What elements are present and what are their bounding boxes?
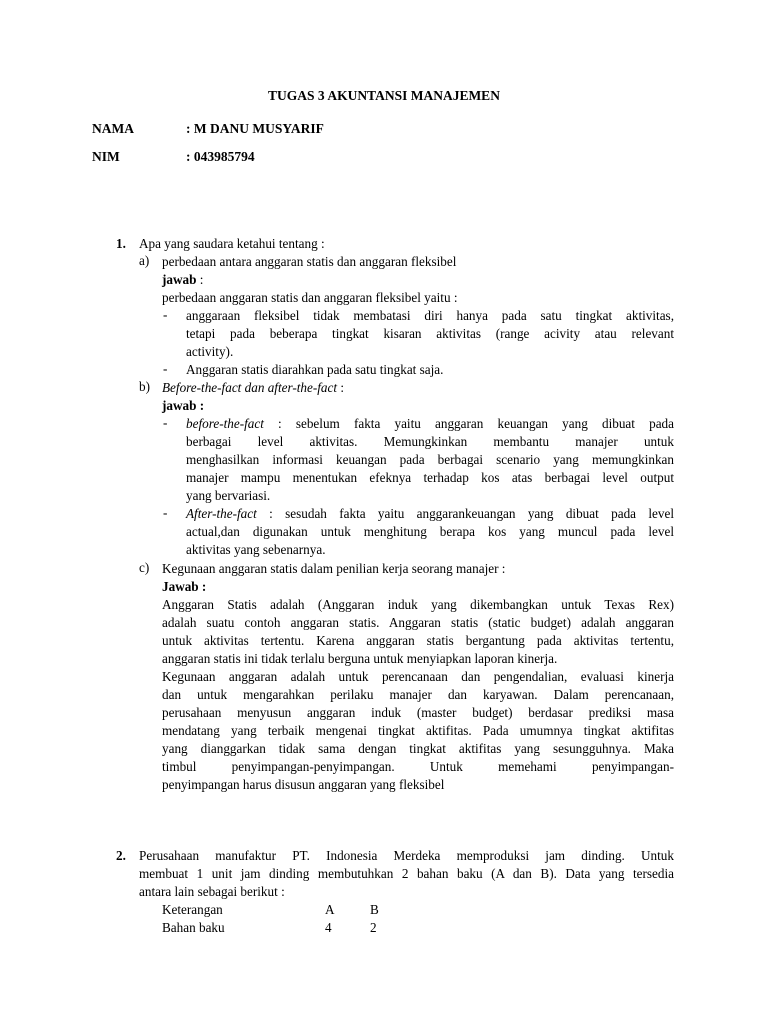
item-b-title-suffix: : — [337, 380, 344, 395]
item-b-title-text: Before-the-fact dan after-the-fact — [162, 380, 338, 395]
item-a-title: perbedaan antara anggaran statis dan anggaran fleksibel — [162, 254, 457, 269]
item-b-bullet-1-line-2: berbagai level aktivitas. Memungkinkan membantu manajer untuk — [186, 434, 674, 449]
item-a-bullet-1-line-2: tetapi pada beberapa tingkat kisaran aktivitas (range acivity atau relevant — [186, 326, 674, 341]
table-header-b: B — [370, 902, 379, 917]
item-c-jawab: Jawab : — [162, 579, 207, 594]
table-cell: 2 — [370, 920, 377, 935]
question-2-line-3: antara lain sebagai berikut : — [139, 884, 285, 899]
item-b-bullet-1-line-4: manajer mampu menentukan efeknya terhadap kos atas berbagai level output — [186, 470, 674, 485]
question-2-number: 2. — [116, 848, 126, 863]
question-2-line-2: membuat 1 unit jam dinding membutuhkan 2 bahan baku (A dan B). Data yang tersedia — [139, 866, 674, 881]
item-c-p1-line-3: untuk aktivitas tertentu. Karena anggaran statis bergantung pada aktivitas tertentu, — [162, 633, 674, 648]
item-a-bullet-1-line-1: anggaraan fleksibel tidak membatasi diri hanya pada satu tingkat aktivitas, — [186, 308, 674, 323]
table-cell: 4 — [325, 920, 332, 935]
question-1-number: 1. — [116, 236, 126, 251]
item-b-marker: b) — [139, 379, 150, 394]
item-c-p2-line-6: timbul penyimpangan-penyimpangan. Untuk memehami penyimpangan- — [162, 759, 674, 774]
question-1-text: Apa yang saudara ketahui tentang : — [139, 236, 325, 251]
bullet-dash: - — [163, 361, 168, 376]
after-the-fact-term: After-the-fact — [186, 506, 257, 521]
item-a-jawab — [162, 271, 203, 289]
table-header-a: A — [325, 902, 335, 917]
item-b-bullet-2-text: : sesudah fakta yaitu anggarankeuangan yang dibuat pada level — [256, 506, 674, 521]
item-c-p1-line-2: adalah suatu contoh anggaran statis. Anggaran statis (static budget) adalah anggaran — [162, 615, 674, 630]
table-cell: Bahan baku — [162, 920, 225, 935]
nim-value: : 043985794 — [186, 149, 255, 164]
item-a-bullet-2: Anggaran statis diarahkan pada satu tingkat saja. — [186, 362, 444, 377]
item-b-bullet-2-line-1 — [186, 505, 674, 523]
nama-value: : M DANU MUSYARIF — [186, 121, 324, 136]
table-header-keterangan: Keterangan — [162, 902, 223, 917]
item-b-jawab: jawab : — [162, 398, 205, 413]
item-c-p1-line-1: Anggaran Statis adalah (Anggaran induk yang dikembangkan untuk Texas Rex) — [162, 597, 674, 612]
nim-label: NIM — [92, 149, 120, 164]
item-c-p2-line-2: dan untuk mengarahkan perilaku manajer dan karyawan. Dalam perencanaan, — [162, 687, 674, 702]
item-a-marker: a) — [139, 253, 150, 268]
item-b-bullet-1-text: : sebelum fakta yaitu anggaran keuangan yang dibuat pada — [263, 416, 674, 431]
question-2-line-1: Perusahaan manufaktur PT. Indonesia Merdeka memproduksi jam dinding. Untuk — [139, 848, 674, 863]
item-c-p2-line-5: yang dianggarkan tidak sama dengan tingkat aktifitas yang sesungguhnya. Maka — [162, 741, 674, 756]
item-c-p1-line-4: anggaran statis ini tidak terlalu berguna untuk menyiapkan laporan kinerja. — [162, 651, 558, 666]
item-b-bullet-1-line-1 — [186, 415, 674, 433]
item-c-title: Kegunaan anggaran statis dalam penilian kerja seorang manajer : — [162, 561, 506, 576]
document-title: TUGAS 3 AKUNTANSI MANAJEMEN — [268, 88, 500, 103]
bullet-dash: - — [163, 505, 168, 520]
item-b-bullet-1-line-3: menghasilkan informasi keuangan pada berbagai scenario yang memungkinkan — [186, 452, 674, 467]
bullet-dash: - — [163, 307, 168, 322]
item-c-p2-line-7: penyimpangan harus disusun anggaran yang fleksibel — [162, 777, 445, 792]
item-c-p2-line-4: mendatang yang terbaik mengenai tingkat aktifitas. Pada umumnya tingkat aktifitas — [162, 723, 674, 738]
item-b-bullet-1-line-5: yang bervariasi. — [186, 488, 271, 503]
bullet-dash: - — [163, 415, 168, 430]
jawab-colon: : — [196, 272, 204, 287]
jawab-label: jawab — [162, 272, 197, 287]
item-c-p2-line-1: Kegunaan anggaran adalah untuk perencanaan dan pengendalian, evaluasi kinerja — [162, 669, 674, 684]
item-b-bullet-2-line-3: aktivitas yang sebenarnya. — [186, 542, 326, 557]
item-c-p2-line-3: perusahaan menyusun anggaran induk (master budget) berdasar prediksi masa — [162, 705, 674, 720]
item-b-bullet-2-line-2: actual,dan digunakan untuk menghitung berapa kos yang muncul pada level — [186, 524, 674, 539]
item-b-title — [162, 379, 344, 397]
item-c-marker: c) — [139, 560, 150, 575]
item-a-bullet-1-line-3: activity). — [186, 344, 234, 359]
before-the-fact-term: before-the-fact — [186, 416, 264, 431]
nama-label: NAMA — [92, 121, 134, 136]
item-a-intro: perbedaan anggaran statis dan anggaran fleksibel yaitu : — [162, 290, 458, 305]
